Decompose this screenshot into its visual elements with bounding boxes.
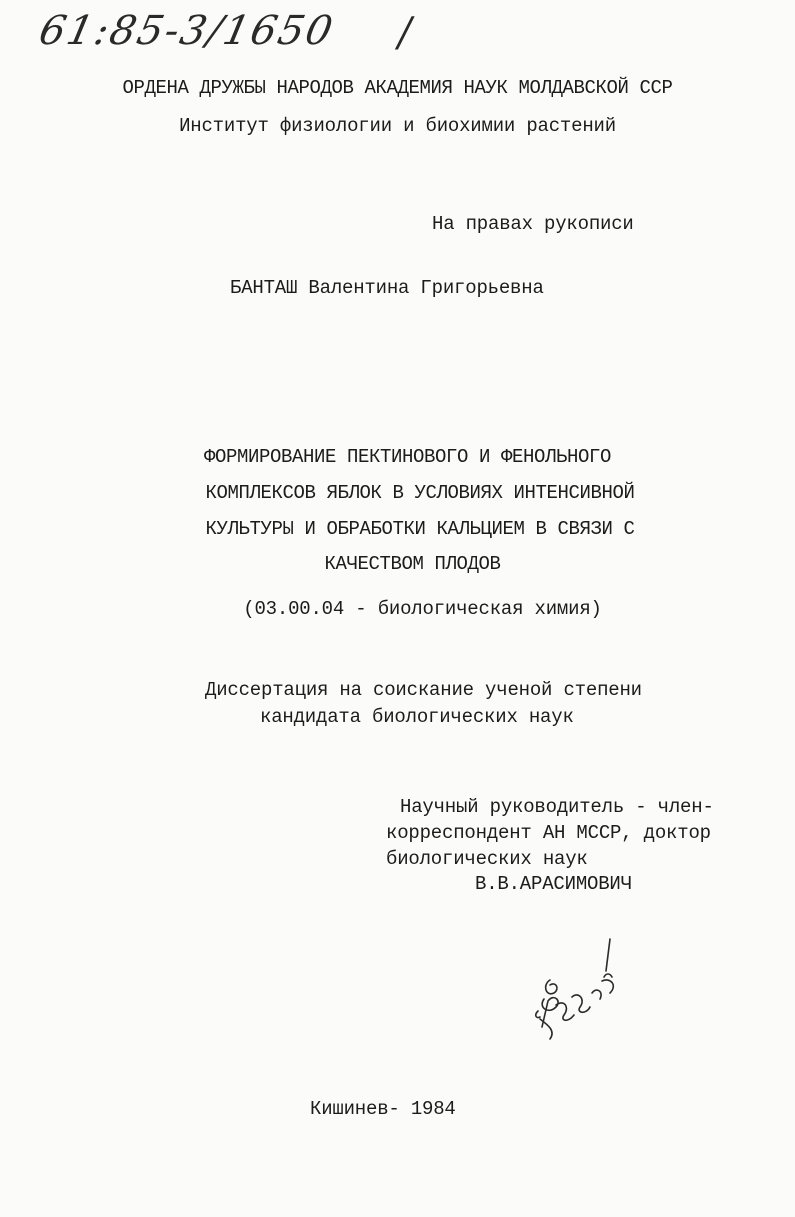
organization-name: ОРДЕНА ДРУЖБЫ НАРОДОВ АКАДЕМИЯ НАУК МОЛДАВСКОЙ ССР [122,77,673,99]
dissertation-line-1: Диссертация на соискание ученой степени [205,679,642,701]
advisor-line-1: Научный руководитель - член- [400,796,714,818]
author-name: БАНТАШ Валентина Григорьевна [230,277,544,299]
title-line-2: КОМПЛЕКСОВ ЯБЛОК В УСЛОВИЯХ ИНТЕНСИВНОЙ [205,482,635,504]
advisor-line-3: биологических наук [386,848,588,870]
archive-mark-text: 61:85-3/1650 [35,8,339,54]
title-line-3: КУЛЬТУРЫ И ОБРАБОТКИ КАЛЬЦИЕМ В СВЯЗИ С [205,518,635,540]
advisor-name: В.В.АРАСИМОВИЧ [475,873,632,895]
archive-mark [35,8,338,54]
signature-drawing [530,935,640,1045]
dissertation-line-2: кандидата биологических наук [260,706,574,728]
title-line-4: КАЧЕСТВОМ ПЛОДОВ [324,553,501,575]
title-line-1: ФОРМИРОВАНИЕ ПЕКТИНОВОГО И ФЕНОЛЬНОГО [203,446,612,468]
city-year: Кишинев- 1984 [310,1098,456,1120]
archive-mark-slash: / [398,10,412,56]
advisor-line-2: корреспондент АН МССР, доктор [386,822,711,844]
institute-name: Институт физиологии и биохимии растений [179,115,616,137]
specialty-code: (03.00.04 - биологическая химия) [243,598,602,620]
rights-note: На правах рукописи [432,213,634,235]
